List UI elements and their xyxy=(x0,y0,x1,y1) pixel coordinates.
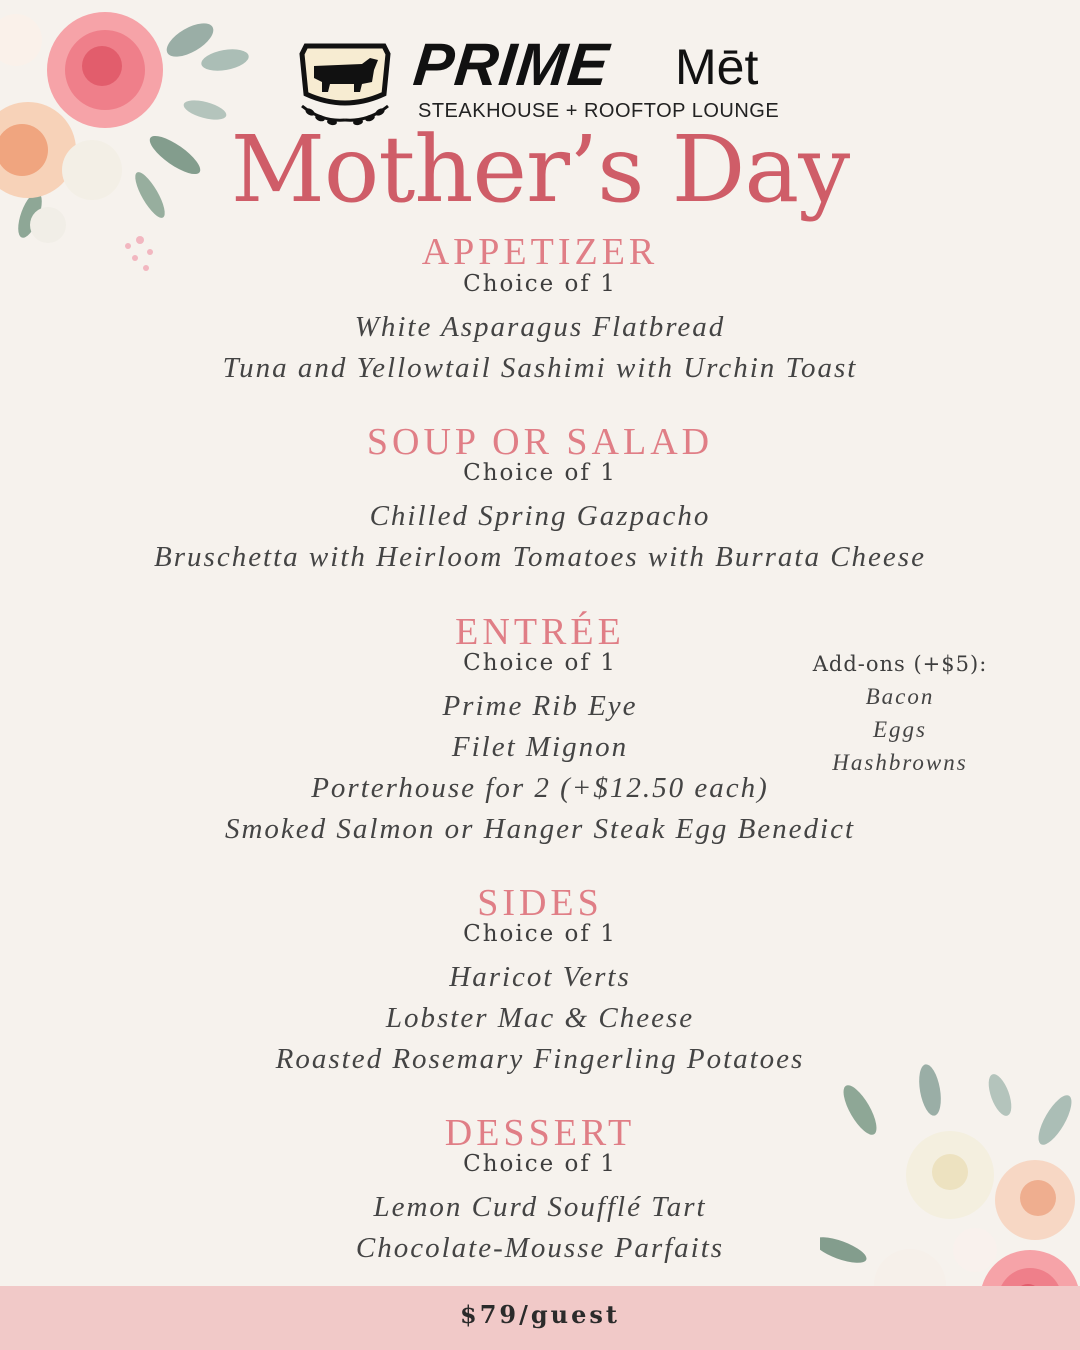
addon-item: Bacon xyxy=(865,684,935,709)
brand-name-suffix: Mēt xyxy=(675,39,759,95)
bull-emblem-icon xyxy=(292,36,398,128)
addons-title: Add-ons (+$5): xyxy=(812,652,988,676)
brand-name: PRIME xyxy=(410,31,613,98)
menu-item: Lemon Curd Soufflé Tart xyxy=(373,1191,707,1223)
brand-tagline: STEAKHOUSE + ROOFTOP LOUNGE xyxy=(418,100,780,122)
event-title: Mother’s Day xyxy=(230,116,850,223)
menu-item: Roasted Rosemary Fingerling Potatoes xyxy=(275,1043,805,1075)
menu-item: Smoked Salmon or Hanger Steak Egg Benedict xyxy=(224,813,856,845)
menu-item: Filet Mignon xyxy=(451,731,629,763)
menu-item: Chilled Spring Gazpacho xyxy=(369,500,711,532)
menu-item: White Asparagus Flatbread xyxy=(354,311,726,343)
price-label: $79/guest xyxy=(460,1300,620,1329)
section-heading-dessert: DESSERT xyxy=(444,1112,636,1154)
section-choice-dessert: Choice of 1 xyxy=(463,1151,617,1177)
section-choice-appetizer: Choice of 1 xyxy=(463,271,617,297)
section-choice-sides: Choice of 1 xyxy=(463,921,617,947)
section-heading-sides: SIDES xyxy=(477,882,603,924)
section-choice-entree: Choice of 1 xyxy=(463,650,617,676)
menu-item: Bruschetta with Heirloom Tomatoes with Burrata Cheese xyxy=(154,541,926,573)
menu-item: Haricot Verts xyxy=(449,961,631,993)
section-heading-soup-or-salad: SOUP OR SALAD xyxy=(366,421,714,463)
section-heading-entree: ENTRÉE xyxy=(455,611,625,653)
addon-item: Eggs xyxy=(873,717,927,742)
menu-item: Chocolate-Mousse Parfaits xyxy=(355,1232,725,1264)
menu-item: Tuna and Yellowtail Sashimi with Urchin Toast xyxy=(222,352,858,384)
addon-item: Hashbrowns xyxy=(832,750,968,775)
menu-item: Lobster Mac & Cheese xyxy=(385,1002,695,1034)
menu-item: Porterhouse for 2 (+$12.50 each) xyxy=(311,772,769,804)
section-choice-soup-or-salad: Choice of 1 xyxy=(463,460,617,486)
menu-item: Prime Rib Eye xyxy=(442,690,638,722)
section-heading-appetizer: APPETIZER xyxy=(421,231,659,273)
